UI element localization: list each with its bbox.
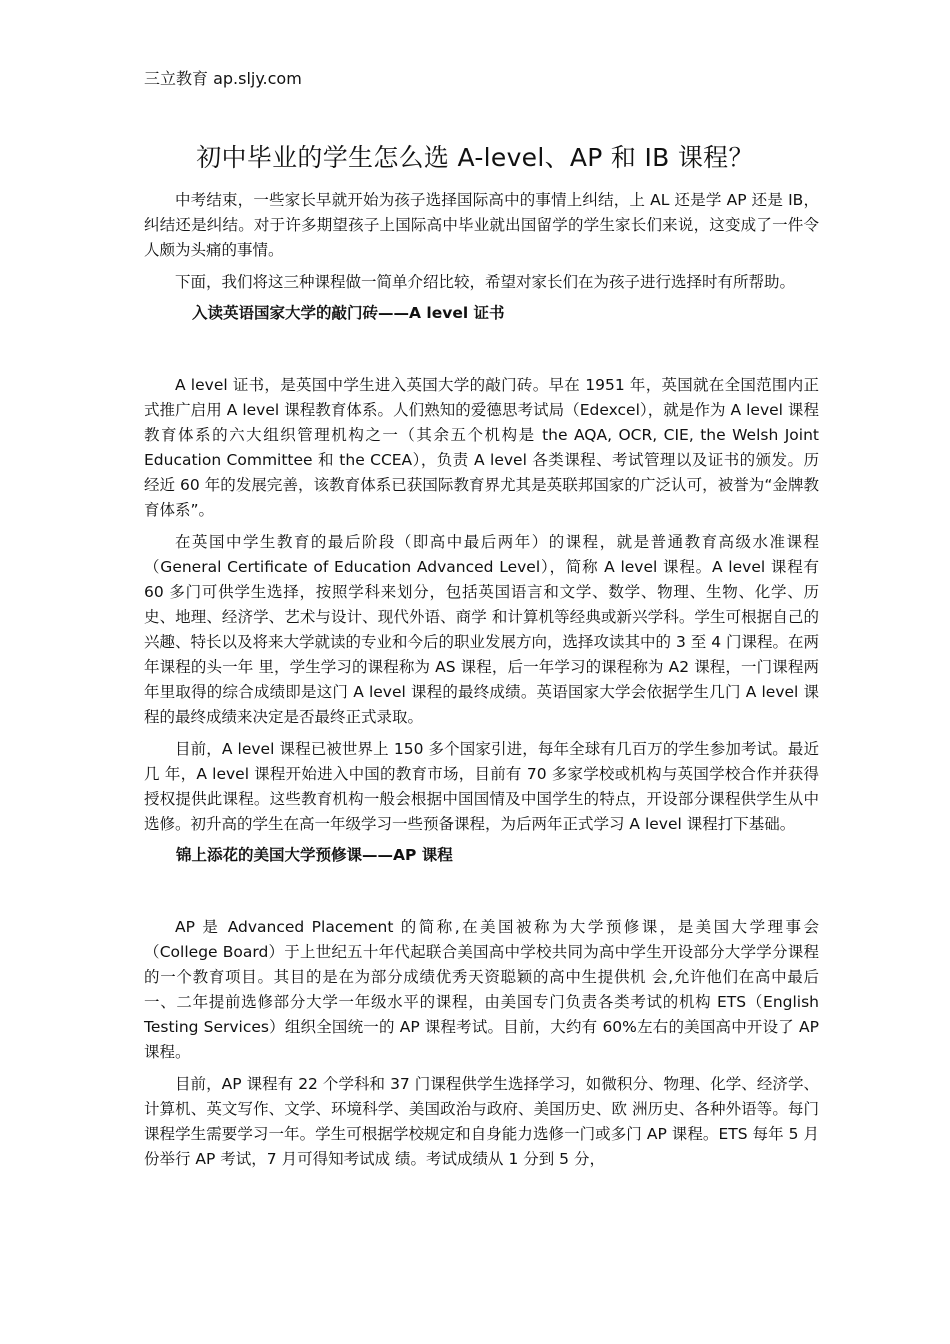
page-title: 初中毕业的学生怎么选 A-level、AP 和 IB 课程？ [196, 143, 754, 172]
body-paragraph: 在英国中学生教育的最后阶段（即高中最后两年）的课程，就是普通教育高级水准课程（General Certificate of Education Advanced Level），简称 A level 课程。A level 课程有 60 多门可供学生选择，按照学科来划分，包括英国语言和文学、数学、物理、生物、化学、历史、地理、经济学、艺术与设计、现代外语、商学 和计算机等经典或新兴学科。学生可根据自己的兴趣、特长以及将来大学就读的专业和今后的职业发展方向，选择攻读其中的 3 至 4 门课程。在两年课程的头一年 里，学生学习的课程称为 AS 课程，后一年学习的课程称为 A2 课程，一门课程两年里取得的综合成绩即是这门 A level 课程的最终成绩。英语国家大学会依据学生几门 A level 课程的最终成绩来决定是否最终正式录取。 [144, 533, 819, 726]
body-paragraph: AP 是 Advanced Placement 的简称,在美国被称为大学预修课，是美国大学理事会（College Board）于上世纪五十年代起联合美国高中学校共同为高中学生开设部分大学学分课程的一个教育项目。其目的是在为部分成绩优秀天资聪颖的高中生提供机 会,允许他们在高中最后一、二年提前选修部分大学一年级水平的课程，由美国专门负责各类考试的机构 ETS（English Testing Services）组织全国统一的 AP 课程考试。目前，大约有 60%左右的美国高中开设了 AP 课程。 [144, 918, 819, 1061]
body-paragraph: 目前，AP 课程有 22 个学科和 37 门课程供学生选择学习，如微积分、物理、化学、经济学、计算机、英文写作、文学、环境科学、美国政治与政府、美国历史、欧 洲历史、各种外语等。每门课程学生需要学习一年。学生可根据学校规定和自身能力选修一门或多门 AP 课程。ETS 每年 5 月份举行 AP 考试，7 月可得知考试成 绩。考试成绩从 1 分到 5 分， [144, 1075, 819, 1168]
intro-paragraph: 下面，我们将这三种课程做一简单介绍比较，希望对家长们在为孩子进行选择时有所帮助。 [175, 273, 796, 291]
section-heading-ap: 锦上添花的美国大学预修课——AP 课程 [176, 846, 453, 864]
body-paragraph: 目前，A level 课程已被世界上 150 多个国家引进，每年全球有几百万的学生参加考试。最近几 年，A level 课程开始进入中国的教育市场，目前有 70 多家学校或机构与英国学校合作并获得授权提供此课程。这些教育机构一般会根据中国国情及中国学生的特点，开设部分课程供学生从中选修。初升高的学生在高一年级学习一些预备课程，为后两年正式学习 A level 课程打下基础。 [144, 740, 819, 833]
site-header: 三立教育 ap.sljy.com [144, 69, 302, 88]
section-heading-alevel: 入读英语国家大学的敲门砖——A level 证书 [192, 304, 505, 322]
intro-paragraph: 中考结束，一些家长早就开始为孩子选择国际高中的事情上纠结，上 AL 还是学 AP 还是 IB，纠结还是纠结。对于许多期望孩子上国际高中毕业就出国留学的学生家长们来说，这变成了一件令人颇为头痛的事情。 [144, 191, 819, 259]
article-body [144, 188, 819, 1179]
body-paragraph: A level 证书，是英国中学生进入英国大学的敲门砖。早在 1951 年，英国就在全国范围内正式推广启用 A level 课程教育体系。人们熟知的爱德思考试局（Edexcel），就是作为 A level 课程教育体系的六大组织管理机构之一（其余五个机构是 the AQA, OCR, CIE, the Welsh Joint Education Committee 和 the CCEA），负责 A level 各类课程、考试管理以及证书的颁发。历经近 60 年的发展完善，该教育体系已获国际教育界尤其是英联邦国家的广泛认可，被誉为“金牌教育体系”。 [144, 376, 819, 519]
